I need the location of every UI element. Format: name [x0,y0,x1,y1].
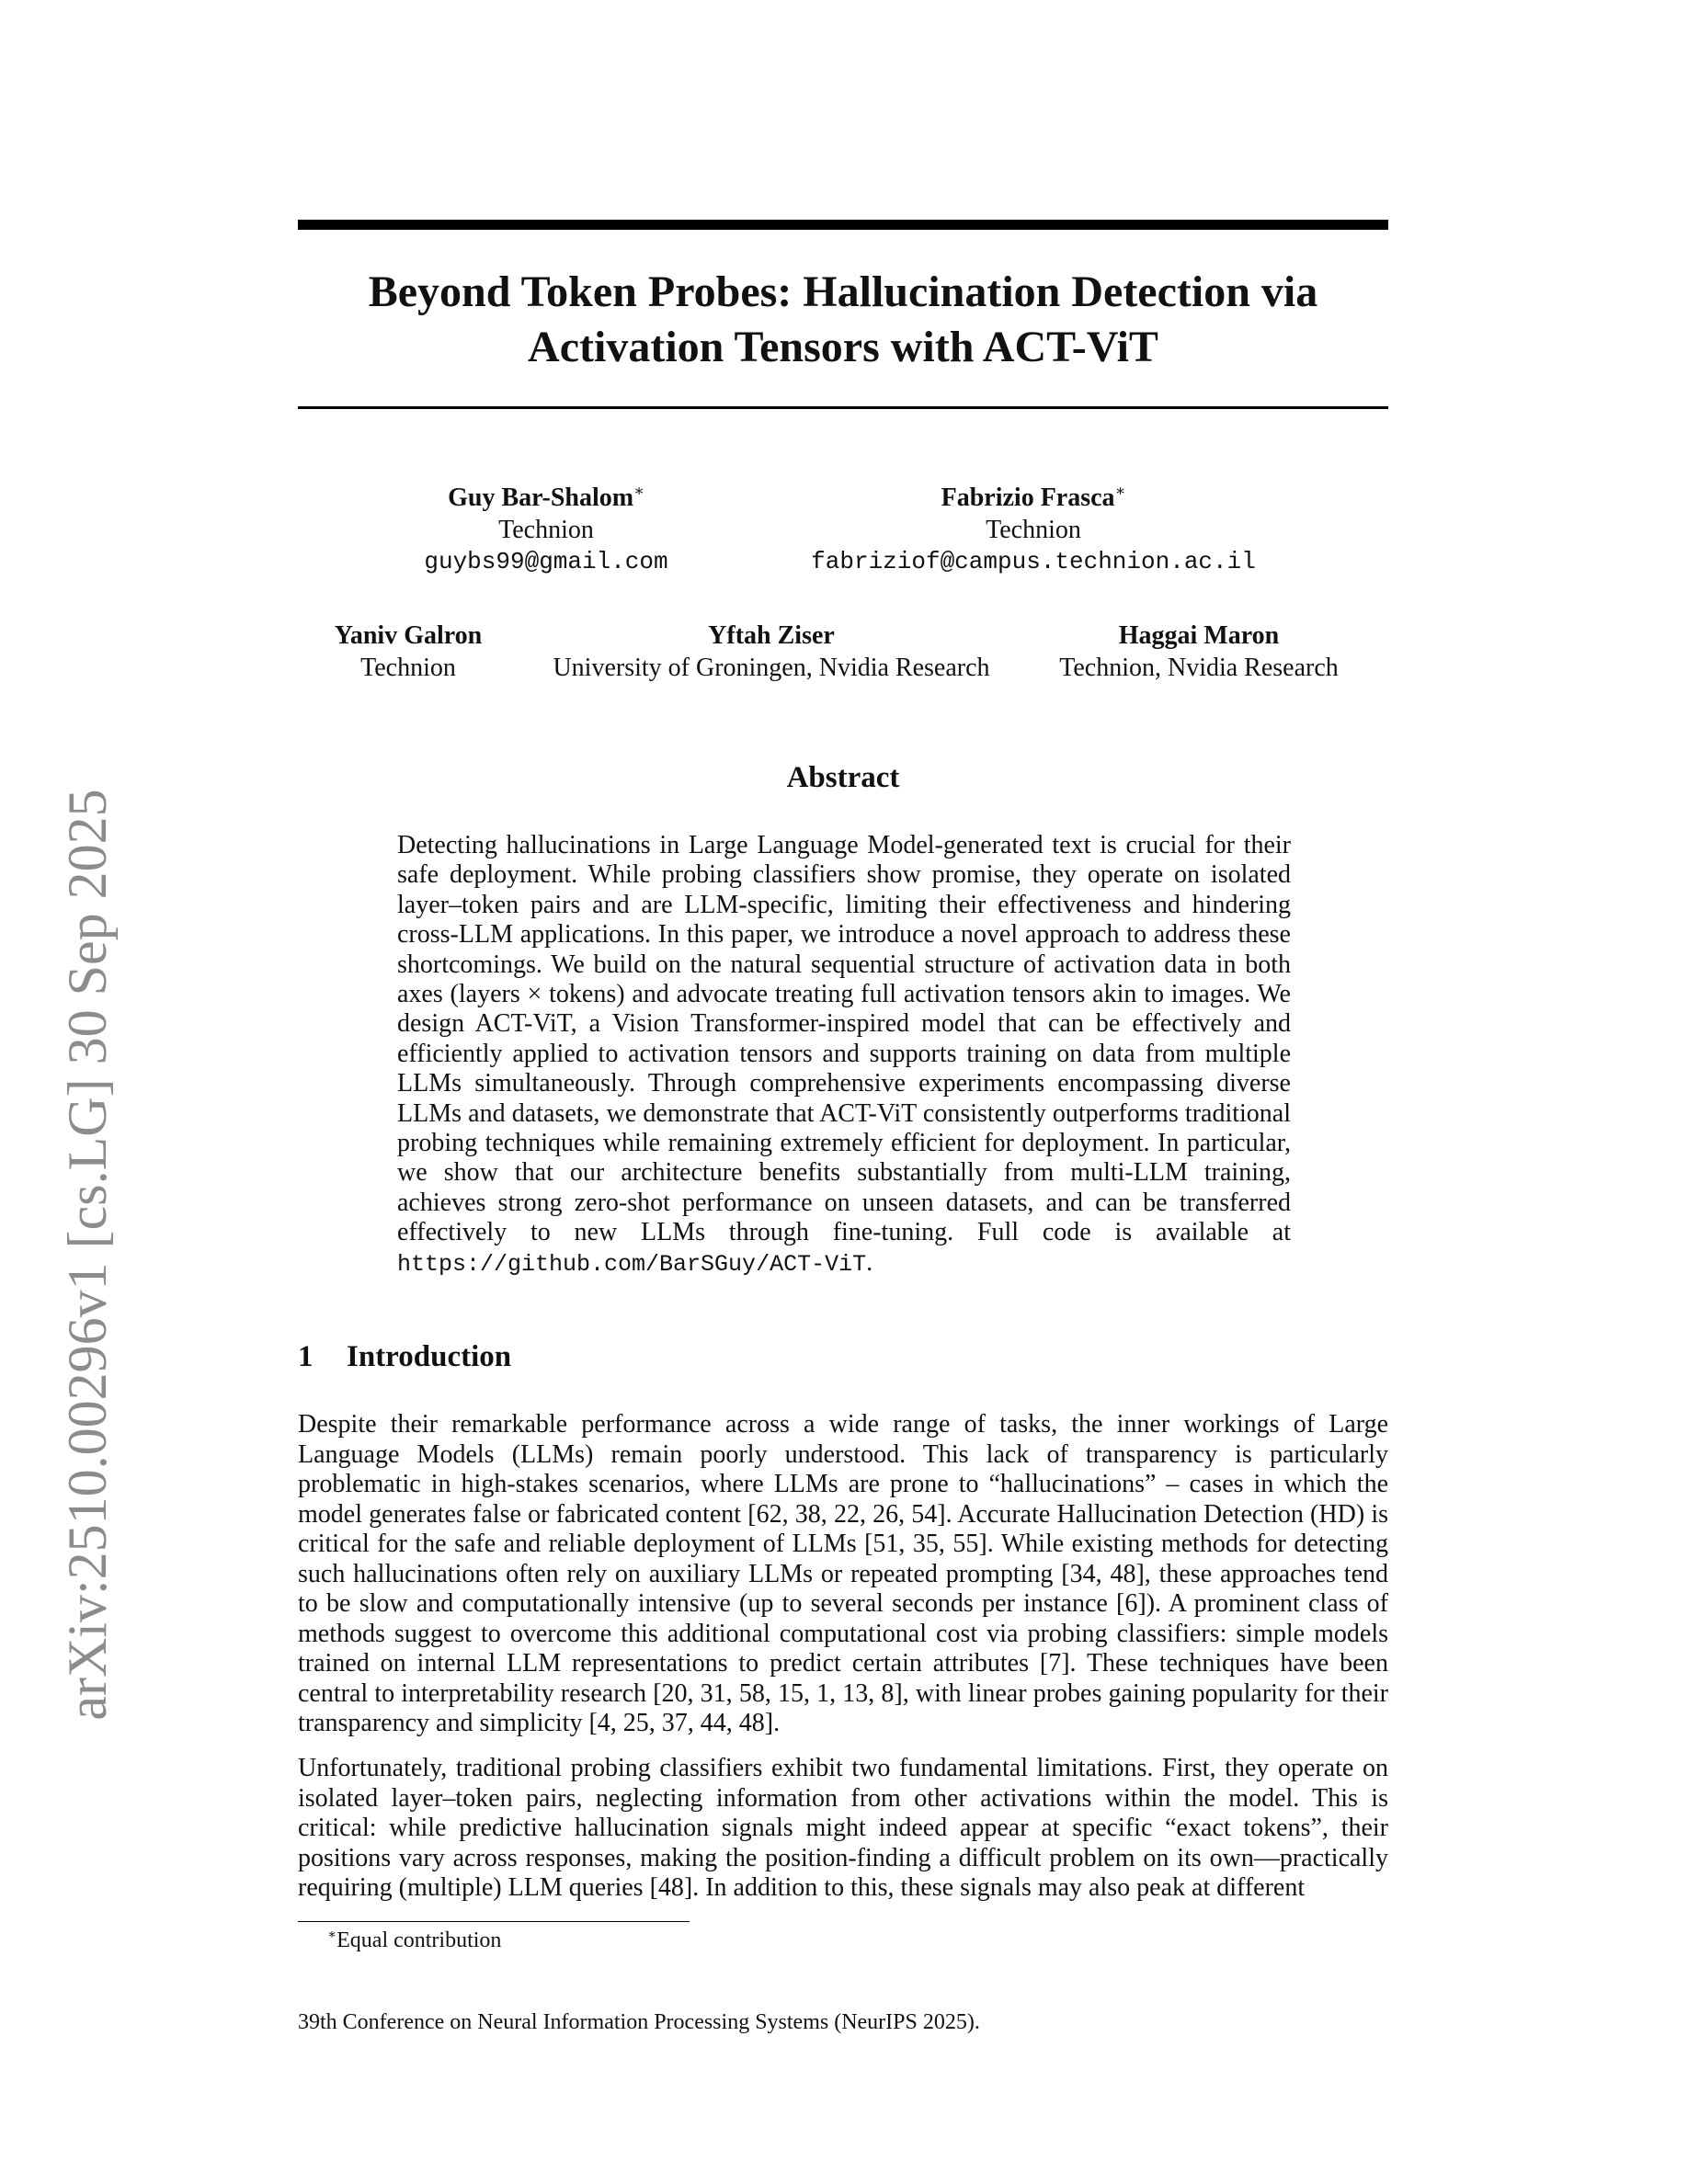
author-name: Haggai Maron [1118,621,1280,650]
author-email[interactable]: fabriziof@campus.technion.ac.il [811,548,1256,575]
footnote-mark: ∗ [327,1928,337,1942]
conference-note: 39th Conference on Neural Information Processing Systems (NeurIPS 2025). [298,2010,980,2034]
author-block [528,620,1015,684]
author-affiliation: Technion [498,516,594,544]
section-number: 1 [298,1340,314,1373]
equal-contribution-mark: ∗ [633,482,644,500]
paragraph: Despite their remarkable performance across a wide range of tasks, the inner workings of Large Language Models (LLMs) remain poorly understood. This lack of transparency is particularly problematic in high-stakes scenarios, where LLMs are prone to “hallucinations” – cases in which the model generates false or fabricated content [62, 38, 22, 26, 54]. Accurate Hallucination Detection (HD) is critical for the safe and reliable deployment of LLMs [51, 35, 55]. While existing methods for detecting such hallucinations often rely on auxiliary LLMs or repeated prompting [34, 48], these approaches tend to be slow and computationally intensive (up to several seconds per instance [6]). A prominent class of methods suggest to overcome this additional computational cost via probing classifiers: simple models trained on internal LLM representations to predict certain attributes [7]. These techniques have been central to interpretability research [20, 31, 58, 15, 1, 13, 8], with linear probes gaining popularity for their transparency and simplicity [4, 25, 37, 44, 48]. [298,1410,1388,1737]
author-block [316,620,500,684]
arxiv-stamp: arXiv:2510.00296v1 [cs.LG] 30 Sep 2025 [57,789,118,1721]
author-name: Yftah Ziser [708,621,835,650]
author-block [794,482,1272,578]
author-name: Fabrizio Frasca∗ [941,482,1126,512]
abstract-heading: Abstract [786,761,900,794]
author-affiliation: University of Groningen, Nvidia Research [553,654,990,682]
author-name: Yaniv Galron [334,621,483,650]
footnote-rule [298,1921,690,1922]
code-link[interactable]: https://github.com/BarSGuy/ACT-ViT [397,1250,867,1278]
paper-title: Beyond Token Probes: Hallucination Detection via Activation Tensors with ACT-ViT [368,267,1318,371]
author-affiliation: Technion [360,654,456,682]
equal-contribution-mark: ∗ [1114,482,1126,500]
paragraph: Unfortunately, traditional probing classifiers exhibit two fundamental limitations. First, they operate on isolated layer–token pairs, neglecting information from other activations within the model. This is critical: while predictive hallucination signals might indeed appear at specific “exact tokens”, their positions vary across responses, making the position-finding a difficult problem on its own—practically requiring (multiple) LLM queries [48]. In addition to this, these signals may also peak at different [298,1754,1388,1902]
title-top-rule [298,220,1388,230]
author-email[interactable]: guybs99@gmail.com [424,548,668,575]
section-heading-introduction [298,1338,511,1375]
abstract-text: Detecting hallucinations in Large Language Model-generated text is crucial for their safe deployment. While probing classifiers show promise, they operate on isolated layer–token pairs and are LLM-specific, limiting their effectiveness and hindering cross-LLM applications. In this paper, we introduce a novel approach to address these shortcomings. We build on the natural sequential structure of activation data in both axes (layers × tokens) and advocate treating full activation tensors akin to images. We design ACT-ViT, a Vision Transformer-inspired model that can be effectively and efficiently applied to activation tensors and supports training on data from multiple LLMs simultaneously. Through comprehensive experiments encompassing diverse LLMs and datasets, we demonstrate that ACT-ViT consistently outperforms traditional probing techniques while remaining extremely efficient for deployment. In particular, we show that our architecture benefits substantially from multi-LLM training, achieves strong zero-shot performance on unseen datasets, and can be transferred effectively to new LLMs through fine-tuning. Full code is available at https://github.com/BarSGuy/ACT-ViT. [397,831,1291,1278]
title-bottom-rule [298,406,1388,409]
author-affiliation: Technion, Nvidia Research [1059,654,1339,682]
author-name: Guy Bar-Shalom∗ [448,482,644,512]
author-block [1043,620,1355,684]
author-block [417,482,675,578]
author-affiliation: Technion [986,516,1081,544]
section-title: Introduction [347,1340,512,1373]
footnote: ∗Equal contribution [327,1928,502,1952]
